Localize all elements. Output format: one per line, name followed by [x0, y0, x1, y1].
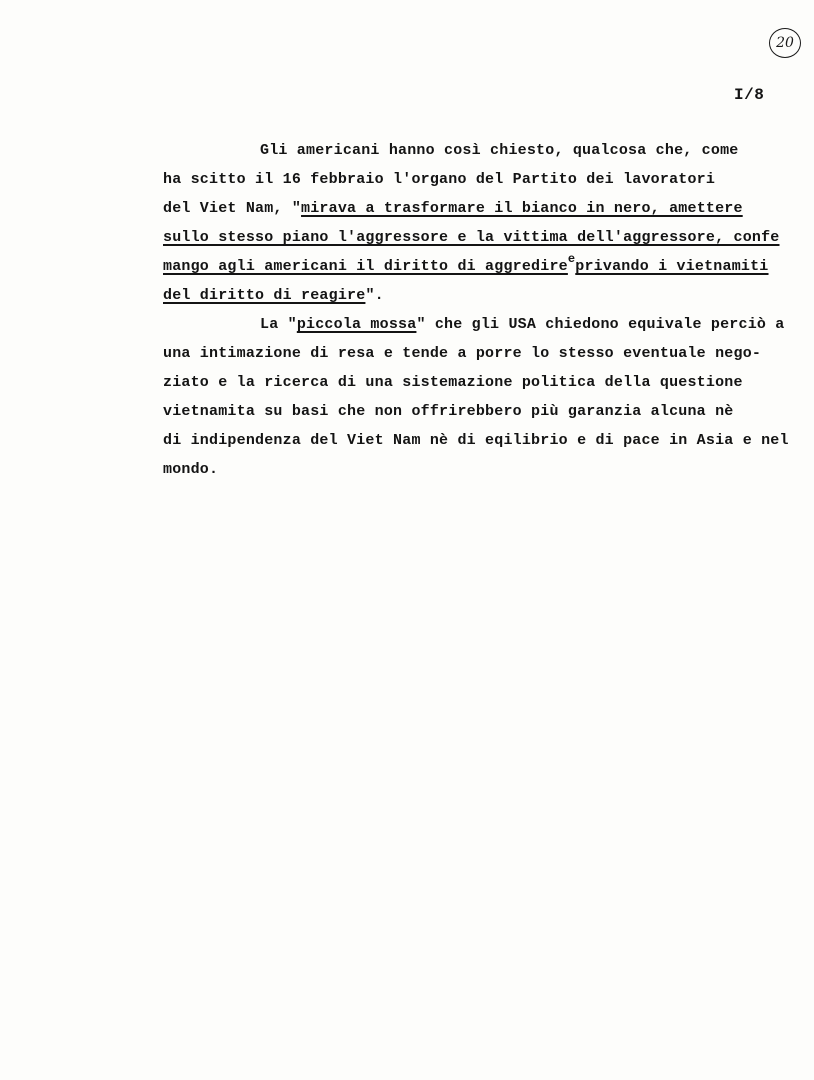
paragraph2-line2: una intimazione di resa e tende a porre lo stesso eventuale nego-: [163, 345, 762, 362]
paragraph1-line5-underlined-a: mango agli americani il diritto di aggredire: [163, 258, 568, 275]
paragraph1-line4: [163, 229, 780, 246]
paragraph2-line3: ziato e la ricerca di una sistemazione politica della questione: [163, 374, 743, 391]
page-number: I/8: [734, 86, 765, 104]
paragraph2-line5: di indipendenza del Viet Nam nè di eqilibrio e di pace in Asia e nel: [163, 432, 789, 449]
paragraph1-line5-underlined-b: privando i vietnamiti: [575, 258, 769, 275]
paragraph1-line2: ha scitto il 16 febbraio l'organo del Partito dei lavoratori: [163, 171, 716, 188]
paragraph2-line1: [260, 316, 785, 333]
paragraph2-line1-underlined: piccola mossa: [296, 316, 417, 333]
paragraph2-line1-start: La ": [260, 316, 297, 333]
paragraph2-line4: vietnamita su basi che non offrirebbero più garanzia alcuna nè: [163, 403, 734, 420]
paragraph2-line6: mondo.: [163, 461, 219, 478]
paragraph1-line6: [163, 287, 384, 304]
paragraph1-line6-underlined: del diritto di reagire: [163, 287, 366, 304]
paragraph1-line4-underlined: sullo stesso piano l'aggressore e la vittima dell'aggressore, confe: [163, 229, 780, 246]
paragraph1-line3-text: del Viet Nam, ": [163, 200, 302, 217]
paragraph1-line1: Gli americani hanno così chiesto, qualcosa che, come: [260, 142, 739, 159]
paragraph2-line1-end: " che gli USA chiedono equivale perciò a: [416, 316, 785, 333]
paragraph1-line3-underlined: mirava a trasformare il bianco in nero, ametterе: [301, 200, 743, 217]
paragraph1-line3: [163, 200, 743, 217]
paragraph1-line6-end: ".: [365, 287, 384, 304]
paragraph1-line5-superscript: e: [567, 252, 576, 266]
paragraph1-line5: [163, 252, 769, 275]
page-stamp: 20: [769, 28, 801, 58]
